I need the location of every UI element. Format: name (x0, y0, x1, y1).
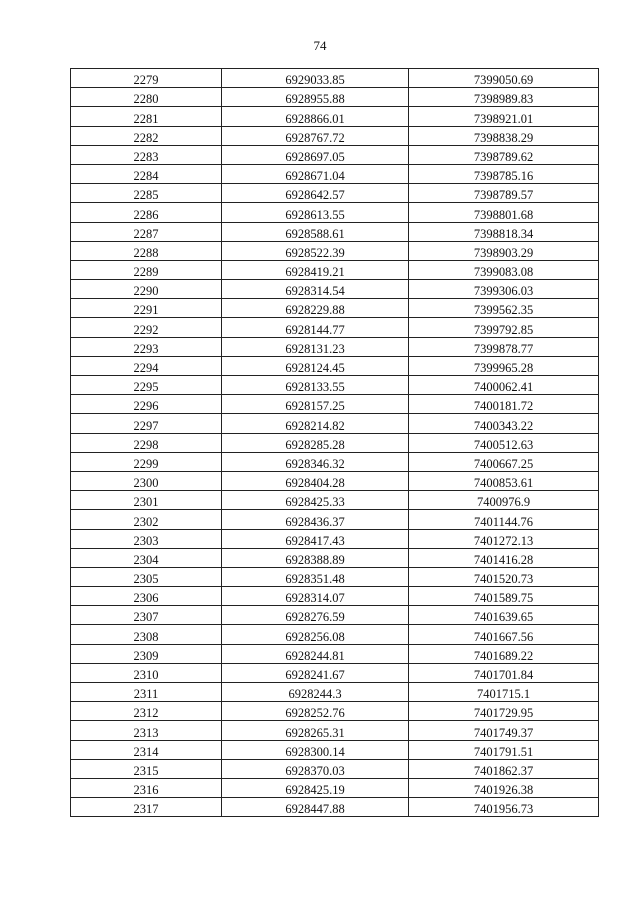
point-number-cell: 2314 (71, 740, 222, 759)
point-number-cell: 2305 (71, 567, 222, 586)
point-number-cell: 2313 (71, 721, 222, 740)
point-number-cell: 2303 (71, 529, 222, 548)
table-row (71, 606, 599, 625)
x-coordinate-cell: 6928285.28 (222, 433, 409, 452)
y-coordinate-cell: 7401729.95 (409, 702, 599, 721)
y-coordinate-cell: 7399306.03 (409, 280, 599, 299)
point-number-cell: 2295 (71, 376, 222, 395)
x-coordinate-cell: 6928214.82 (222, 414, 409, 433)
x-coordinate-cell: 6928388.89 (222, 548, 409, 567)
y-coordinate-cell: 7400062.41 (409, 376, 599, 395)
y-coordinate-cell: 7400512.63 (409, 433, 599, 452)
y-coordinate-cell: 7399562.35 (409, 299, 599, 318)
table-row (71, 414, 599, 433)
table-row (71, 280, 599, 299)
coordinates-table (70, 68, 599, 817)
table-row (71, 145, 599, 164)
table-row (71, 337, 599, 356)
table-row (71, 740, 599, 759)
page-number: 74 (313, 38, 327, 53)
point-number-cell: 2291 (71, 299, 222, 318)
table-row (71, 260, 599, 279)
y-coordinate-cell: 7401791.51 (409, 740, 599, 759)
y-coordinate-cell: 7401639.65 (409, 606, 599, 625)
table-row (71, 88, 599, 107)
point-number-cell: 2301 (71, 491, 222, 510)
y-coordinate-cell: 7399050.69 (409, 69, 599, 88)
x-coordinate-cell: 6928124.45 (222, 356, 409, 375)
point-number-cell: 2317 (71, 798, 222, 817)
x-coordinate-cell: 6928256.08 (222, 625, 409, 644)
y-coordinate-cell: 7401589.75 (409, 587, 599, 606)
x-coordinate-cell: 6928425.33 (222, 491, 409, 510)
table-row (71, 356, 599, 375)
x-coordinate-cell: 6928244.3 (222, 683, 409, 702)
table-row (71, 798, 599, 817)
y-coordinate-cell: 7398903.29 (409, 241, 599, 260)
x-coordinate-cell: 6928157.25 (222, 395, 409, 414)
x-coordinate-cell: 6928522.39 (222, 241, 409, 260)
table-row (71, 625, 599, 644)
table-row (71, 241, 599, 260)
table-row (71, 567, 599, 586)
point-number-cell: 2279 (71, 69, 222, 88)
point-number-cell: 2286 (71, 203, 222, 222)
table-row (71, 184, 599, 203)
x-coordinate-cell: 6928252.76 (222, 702, 409, 721)
point-number-cell: 2283 (71, 145, 222, 164)
point-number-cell: 2315 (71, 759, 222, 778)
y-coordinate-cell: 7398838.29 (409, 126, 599, 145)
x-coordinate-cell: 6928671.04 (222, 164, 409, 183)
table-row (71, 702, 599, 721)
table-row (71, 529, 599, 548)
table-row (71, 69, 599, 88)
table-row (71, 759, 599, 778)
point-number-cell: 2285 (71, 184, 222, 203)
y-coordinate-cell: 7398989.83 (409, 88, 599, 107)
x-coordinate-cell: 6928265.31 (222, 721, 409, 740)
x-coordinate-cell: 6928613.55 (222, 203, 409, 222)
x-coordinate-cell: 6928642.57 (222, 184, 409, 203)
table-row (71, 222, 599, 241)
table-row (71, 491, 599, 510)
x-coordinate-cell: 6928300.14 (222, 740, 409, 759)
y-coordinate-cell: 7401956.73 (409, 798, 599, 817)
y-coordinate-cell: 7401667.56 (409, 625, 599, 644)
point-number-cell: 2304 (71, 548, 222, 567)
x-coordinate-cell: 6928351.48 (222, 567, 409, 586)
x-coordinate-cell: 6928241.67 (222, 663, 409, 682)
x-coordinate-cell: 6928697.05 (222, 145, 409, 164)
table-row (71, 299, 599, 318)
y-coordinate-cell: 7401862.37 (409, 759, 599, 778)
x-coordinate-cell: 6928314.07 (222, 587, 409, 606)
point-number-cell: 2300 (71, 471, 222, 490)
point-number-cell: 2293 (71, 337, 222, 356)
x-coordinate-cell: 6928244.81 (222, 644, 409, 663)
table-row (71, 471, 599, 490)
y-coordinate-cell: 7398921.01 (409, 107, 599, 126)
x-coordinate-cell: 6928767.72 (222, 126, 409, 145)
point-number-cell: 2311 (71, 683, 222, 702)
point-number-cell: 2310 (71, 663, 222, 682)
table-row (71, 164, 599, 183)
x-coordinate-cell: 6928447.88 (222, 798, 409, 817)
y-coordinate-cell: 7399965.28 (409, 356, 599, 375)
table-row (71, 203, 599, 222)
table-row (71, 107, 599, 126)
x-coordinate-cell: 6928419.21 (222, 260, 409, 279)
point-number-cell: 2287 (71, 222, 222, 241)
point-number-cell: 2296 (71, 395, 222, 414)
y-coordinate-cell: 7400976.9 (409, 491, 599, 510)
point-number-cell: 2289 (71, 260, 222, 279)
point-number-cell: 2299 (71, 452, 222, 471)
point-number-cell: 2288 (71, 241, 222, 260)
x-coordinate-cell: 6928955.88 (222, 88, 409, 107)
y-coordinate-cell: 7399792.85 (409, 318, 599, 337)
point-number-cell: 2281 (71, 107, 222, 126)
point-number-cell: 2284 (71, 164, 222, 183)
y-coordinate-cell: 7400667.25 (409, 452, 599, 471)
table-row (71, 433, 599, 452)
y-coordinate-cell: 7400853.61 (409, 471, 599, 490)
point-number-cell: 2298 (71, 433, 222, 452)
x-coordinate-cell: 6928346.32 (222, 452, 409, 471)
y-coordinate-cell: 7401520.73 (409, 567, 599, 586)
x-coordinate-cell: 6928144.77 (222, 318, 409, 337)
x-coordinate-cell: 6928425.19 (222, 778, 409, 797)
x-coordinate-cell: 6928404.28 (222, 471, 409, 490)
table-body (71, 69, 599, 817)
table-row (71, 721, 599, 740)
table-row (71, 663, 599, 682)
y-coordinate-cell: 7401749.37 (409, 721, 599, 740)
point-number-cell: 2316 (71, 778, 222, 797)
y-coordinate-cell: 7399878.77 (409, 337, 599, 356)
y-coordinate-cell: 7401926.38 (409, 778, 599, 797)
y-coordinate-cell: 7401701.84 (409, 663, 599, 682)
x-coordinate-cell: 6928133.55 (222, 376, 409, 395)
y-coordinate-cell: 7401689.22 (409, 644, 599, 663)
point-number-cell: 2282 (71, 126, 222, 145)
point-number-cell: 2312 (71, 702, 222, 721)
y-coordinate-cell: 7398785.16 (409, 164, 599, 183)
table-row (71, 395, 599, 414)
x-coordinate-cell: 6929033.85 (222, 69, 409, 88)
table-row (71, 683, 599, 702)
table-row (71, 548, 599, 567)
y-coordinate-cell: 7400343.22 (409, 414, 599, 433)
point-number-cell: 2280 (71, 88, 222, 107)
point-number-cell: 2290 (71, 280, 222, 299)
table-row (71, 644, 599, 663)
y-coordinate-cell: 7398818.34 (409, 222, 599, 241)
point-number-cell: 2297 (71, 414, 222, 433)
y-coordinate-cell: 7399083.08 (409, 260, 599, 279)
x-coordinate-cell: 6928229.88 (222, 299, 409, 318)
y-coordinate-cell: 7398789.62 (409, 145, 599, 164)
point-number-cell: 2307 (71, 606, 222, 625)
y-coordinate-cell: 7401715.1 (409, 683, 599, 702)
point-number-cell: 2306 (71, 587, 222, 606)
y-coordinate-cell: 7398789.57 (409, 184, 599, 203)
x-coordinate-cell: 6928131.23 (222, 337, 409, 356)
point-number-cell: 2294 (71, 356, 222, 375)
point-number-cell: 2292 (71, 318, 222, 337)
y-coordinate-cell: 7401272.13 (409, 529, 599, 548)
x-coordinate-cell: 6928314.54 (222, 280, 409, 299)
table-row (71, 452, 599, 471)
table-row (71, 778, 599, 797)
y-coordinate-cell: 7398801.68 (409, 203, 599, 222)
point-number-cell: 2309 (71, 644, 222, 663)
table-row (71, 587, 599, 606)
x-coordinate-cell: 6928370.03 (222, 759, 409, 778)
table-row (71, 126, 599, 145)
x-coordinate-cell: 6928436.37 (222, 510, 409, 529)
point-number-cell: 2302 (71, 510, 222, 529)
y-coordinate-cell: 7401144.76 (409, 510, 599, 529)
y-coordinate-cell: 7400181.72 (409, 395, 599, 414)
x-coordinate-cell: 6928588.61 (222, 222, 409, 241)
point-number-cell: 2308 (71, 625, 222, 644)
table-row (71, 376, 599, 395)
table-row (71, 318, 599, 337)
x-coordinate-cell: 6928866.01 (222, 107, 409, 126)
x-coordinate-cell: 6928417.43 (222, 529, 409, 548)
y-coordinate-cell: 7401416.28 (409, 548, 599, 567)
x-coordinate-cell: 6928276.59 (222, 606, 409, 625)
table-row (71, 510, 599, 529)
